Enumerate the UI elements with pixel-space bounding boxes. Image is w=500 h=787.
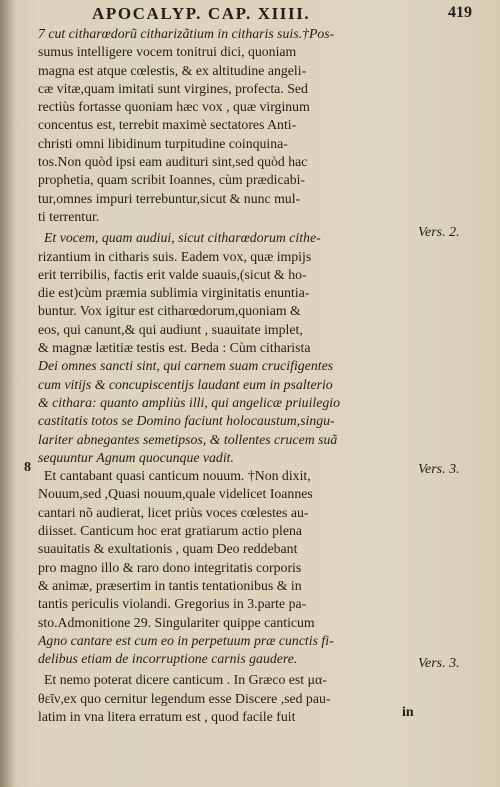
text-line: & cithara: quanto ampliùs illi, qui angelicæ priuilegio [38, 394, 340, 410]
text-line: θεῖν,ex quo cernitur legendum esse Discere ,sed pau- [38, 690, 331, 706]
text-line: tur,omnes impuri terrebuntur,sicut & nunc mul- [38, 190, 301, 206]
running-title: APOCALYP. CAP. XIIII. [92, 4, 311, 23]
text-line: sequuntur Agnum quocunque vadit. [38, 449, 234, 465]
text-line: & animæ, præsertim in tantis tentationibus & in [38, 577, 302, 593]
text-line: tantis periculis violandi. Gregorius in 3.parte pa- [38, 596, 307, 612]
text-line: ti terrentur. [38, 208, 100, 224]
text-line: Et vocem, quam audiui, sicut citharœdorum cithe- [44, 230, 321, 246]
text-line: rizantium in citharis suis. Eadem vox, quæ impijs [38, 248, 312, 264]
text-line: 7 cut citharœdorũ citharizãtium in citharis suis.†Pos- [38, 26, 335, 41]
text-line: christi omni libidinum turpitudine coinquina- [38, 135, 288, 151]
text-line: cantari nõ audierat, licet priùs voces cœlestes au- [38, 504, 309, 520]
catchword: in [402, 705, 414, 720]
text-line: Et cantabant quasi canticum nouum. †Non dixit, [44, 468, 311, 484]
text-line: prophetia, quam scribit Ioannes, cùm prædicabi- [38, 172, 306, 188]
verse-marker-3: Vers. 3. [418, 462, 460, 477]
text-line: delibus etiam de incorruptione carnis gaudere. [38, 651, 298, 667]
text-line: tos.Non quòd ipsi eam audituri sint,sed quòd hac [38, 154, 308, 170]
main-text-block [38, 25, 416, 726]
text-line: erit terribilis, factis erit valde suauis,(sicut & ho- [38, 266, 307, 282]
text-line: suauitatis & exultationis , quam Deo reddebant [38, 541, 298, 557]
text-line: eos, qui canunt,& qui audiunt , suauitate implet, [38, 321, 303, 337]
text-line: Agno cantare est cum eo in perpetuum præ cunctis fi- [38, 632, 334, 648]
text-line: latim in vna litera erratum est , quod facile fuit [38, 708, 296, 724]
text-line: cæ vitæ,quam imitati sunt virgines, profecta. Sed [38, 80, 308, 96]
verse-marker-3b: Vers. 3. [418, 656, 460, 671]
text-line: cum vitijs & concupiscentijs laudant eum in psalterio [38, 376, 333, 392]
margin-number: 8 [24, 460, 31, 475]
text-line: concentus est, terrebit maximè sectatores Anti- [38, 117, 297, 133]
text-line: diisset. Canticum hoc erat gratiarum actio plena [38, 523, 302, 539]
text-line: pro magno illo & raro dono integritatis corporis [38, 559, 302, 575]
text-line: sto.Admonitione 29. Singulariter quippe canticum [38, 614, 315, 630]
page-number: 419 [448, 4, 472, 21]
text-line: & magnæ lætitiæ testis est. Beda : Cùm citharista [38, 340, 311, 356]
running-header [92, 4, 472, 26]
text-line: sumus intelligere vocem tonitrui dici, quoniam [38, 44, 297, 60]
text-line: magna est atque cœlestis, & ex altitudine angeli- [38, 62, 307, 78]
text-line: lariter abnegantes semetipsos, & tollentes crucem suã [38, 431, 338, 447]
text-line: rectiùs fortasse quoniam hæc vox , quæ virginum [38, 99, 310, 115]
gutter-shadow [0, 0, 16, 787]
text-line: Nouum,sed ,Quasi nouum,quale videlicet Ioannes [38, 486, 313, 502]
text-line: Dei omnes sancti sint, qui carnem suam crucifigentes [38, 358, 334, 374]
verse-marker-2: Vers. 2. [418, 225, 460, 240]
text-line: die est)cùm præmia sublimia virginitatis enuntia- [38, 285, 310, 301]
text-line: castitatis totos se Domino faciunt holocaustum,singu- [38, 413, 335, 429]
text-line: Et nemo poterat dicere canticum . In Græco est μα- [44, 672, 327, 688]
text-line: buntur. Vox igitur est citharœdorum,quoniam & [38, 303, 301, 319]
